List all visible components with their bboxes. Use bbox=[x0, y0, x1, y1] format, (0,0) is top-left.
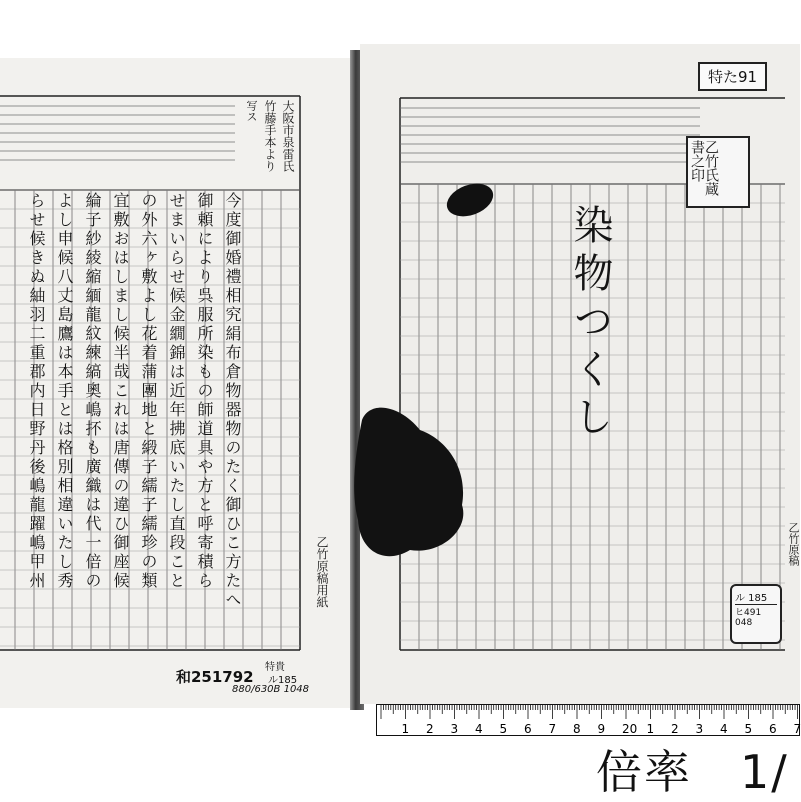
handwritten-note-2: ル185 bbox=[268, 671, 297, 686]
ruler-number: 5 bbox=[500, 722, 508, 736]
ruler-number: 1 bbox=[647, 722, 655, 736]
source-line-3: 写ス bbox=[246, 100, 257, 122]
ownership-seal bbox=[686, 136, 750, 208]
edge-characters: 乙竹原稿 bbox=[788, 522, 799, 566]
ruler-number: 9 bbox=[598, 722, 606, 736]
text-column: せまいらせ候金繝錦は近年拂底いたし直段こと bbox=[168, 192, 184, 591]
ruler-number: 3 bbox=[696, 722, 704, 736]
label-tag: 特た91 bbox=[698, 62, 767, 91]
ruler-number: 7 bbox=[794, 722, 801, 736]
text-column: 宜敷おはしまし候半哉これは唐傳の違ひ御座候 bbox=[112, 192, 128, 591]
ruler-number: 8 bbox=[573, 722, 581, 736]
text-column: 今度御婚禮相究絹布倉物器物のたく御ひこ方たへ bbox=[224, 192, 240, 610]
paper-name-label: 乙竹原稿用紙 bbox=[316, 536, 328, 608]
ruler-number: 5 bbox=[745, 722, 753, 736]
text-column: 綸子紗綾縮緬龍紋練縞奧嶋抔も廣織は代一倍の bbox=[84, 192, 100, 591]
source-line-1: 大阪市泉雷氏 bbox=[282, 100, 294, 172]
ruler-number: 20 bbox=[622, 722, 637, 736]
ruler-number: 4 bbox=[720, 722, 728, 736]
ruler-number: 2 bbox=[426, 722, 434, 736]
ruler-number: 2 bbox=[671, 722, 679, 736]
text-column: の外六ヶ敷よし花着蒲團地と緞子繻子繻珍の類 bbox=[140, 192, 156, 591]
scale-ruler bbox=[376, 704, 800, 736]
handwritten-note-1: 特貴 bbox=[265, 658, 285, 673]
ruler-number: 6 bbox=[769, 722, 777, 736]
ruler-ticks bbox=[377, 705, 801, 737]
shelf-label bbox=[730, 584, 782, 644]
shelf-label-line-1: ル 185 bbox=[735, 589, 777, 605]
text-column: よし申候八丈島鷹は本手とは格別相違いたし秀 bbox=[56, 192, 72, 591]
ruler-number: 7 bbox=[549, 722, 557, 736]
shelf-label-line-2: ヒ491 048 bbox=[735, 605, 777, 628]
handwritten-note-3: 880/630B 1048 bbox=[232, 684, 309, 695]
document-title: 染物つくし bbox=[570, 204, 610, 444]
ruler-number: 6 bbox=[524, 722, 532, 736]
catalog-number: 和251792 bbox=[176, 666, 254, 687]
text-column: 御頼により呉服所染もの師道具や方と呼寄積ら bbox=[196, 192, 212, 591]
text-column: らせ候きぬ紬羽二重郡内日野丹後嶋龍躍嶋甲州 bbox=[28, 192, 44, 591]
magnification-label: 倍率 1/ bbox=[596, 736, 789, 802]
left-manuscript-page bbox=[0, 58, 352, 708]
ruler-number: 1 bbox=[402, 722, 410, 736]
seal-text: 乙竹氏蔵書之印 bbox=[690, 140, 718, 206]
ruler-number: 4 bbox=[475, 722, 483, 736]
source-line-2: 竹藤手本より bbox=[264, 100, 276, 172]
ruler-number: 3 bbox=[451, 722, 459, 736]
right-manuscript-page bbox=[360, 44, 800, 704]
